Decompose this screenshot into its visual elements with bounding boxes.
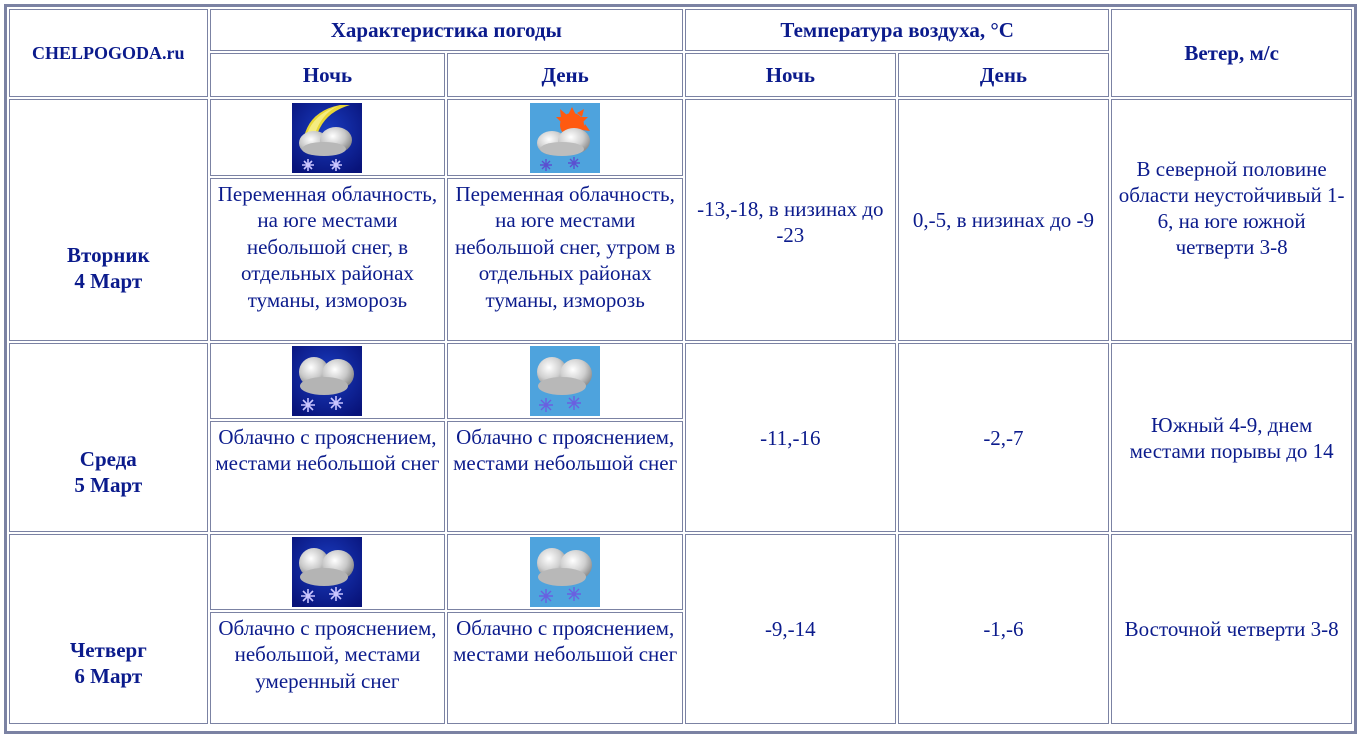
table-row [9, 343, 1352, 419]
night-icon-cell [210, 99, 446, 176]
night-icon-cell [210, 534, 446, 610]
day-icon-cell [447, 343, 683, 419]
header-weather-night: Ночь [210, 53, 446, 97]
weekday: Среда [79, 446, 137, 471]
date: 5 Март [74, 472, 143, 497]
brand-logo-text: CHELPOGODA.ru [9, 9, 208, 97]
date: 6 Март [74, 664, 143, 688]
moon-cloud-snow-icon [292, 103, 362, 173]
day-description: Облачно с прояснением, местами небольшой снег [447, 612, 683, 724]
day-description: Переменная облачность, на юге местами небольшой снег, утром в отдельных районах туманы, изморозь [447, 178, 683, 341]
temp-night: -9,-14 [685, 534, 896, 724]
day-label [9, 534, 208, 724]
day-description: Облачно с прояснением, местами небольшой снег [447, 421, 683, 532]
day-icon-cell [447, 99, 683, 176]
forecast-table [7, 7, 1354, 726]
wind: Южный 4-9, днем местами порывы до 14 [1111, 343, 1352, 532]
weekday: Четверг [69, 638, 147, 662]
night-description: Облачно с прояснением, небольшой, местами умеренный снег [210, 612, 446, 724]
header-weather-day: День [447, 53, 683, 97]
night-description: Облачно с прояснением, местами небольшой снег [210, 421, 446, 532]
sun-cloud-snow-icon [530, 103, 600, 173]
wind: Восточной четверти 3-8 [1111, 534, 1352, 724]
header-temp-night: Ночь [685, 53, 896, 97]
cloud-snow-night-icon [292, 346, 362, 416]
temp-night: -13,-18, в низинах до -23 [685, 99, 896, 341]
temp-night: -11,-16 [685, 343, 896, 532]
temp-day: -1,-6 [898, 534, 1110, 724]
header-weather-characteristics: Характеристика погоды [210, 9, 683, 51]
weekday: Вторник [67, 242, 150, 267]
cloud-snow-day-icon [530, 346, 600, 416]
table-row [9, 99, 1352, 176]
day-label [9, 99, 208, 341]
header-wind: Ветер, м/с [1111, 9, 1352, 97]
cloud-snow-day-icon [530, 537, 600, 607]
night-icon-cell [210, 343, 446, 419]
date: 4 Март [74, 268, 143, 293]
temp-day: -2,-7 [898, 343, 1110, 532]
temp-day: 0,-5, в низинах до -9 [898, 99, 1110, 341]
day-icon-cell [447, 534, 683, 610]
day-label [9, 343, 208, 532]
cloud-snow-night-icon [292, 537, 362, 607]
header-air-temperature: Температура воздуха, °С [685, 9, 1109, 51]
wind: В северной половине области неустойчивый 1-6, на юге южной четверти 3-8 [1111, 99, 1352, 341]
night-description: Переменная облачность, на юге местами небольшой снег, в отдельных районах туманы, изморозь [210, 178, 446, 341]
table-row [9, 534, 1352, 610]
header-temp-day: День [898, 53, 1110, 97]
